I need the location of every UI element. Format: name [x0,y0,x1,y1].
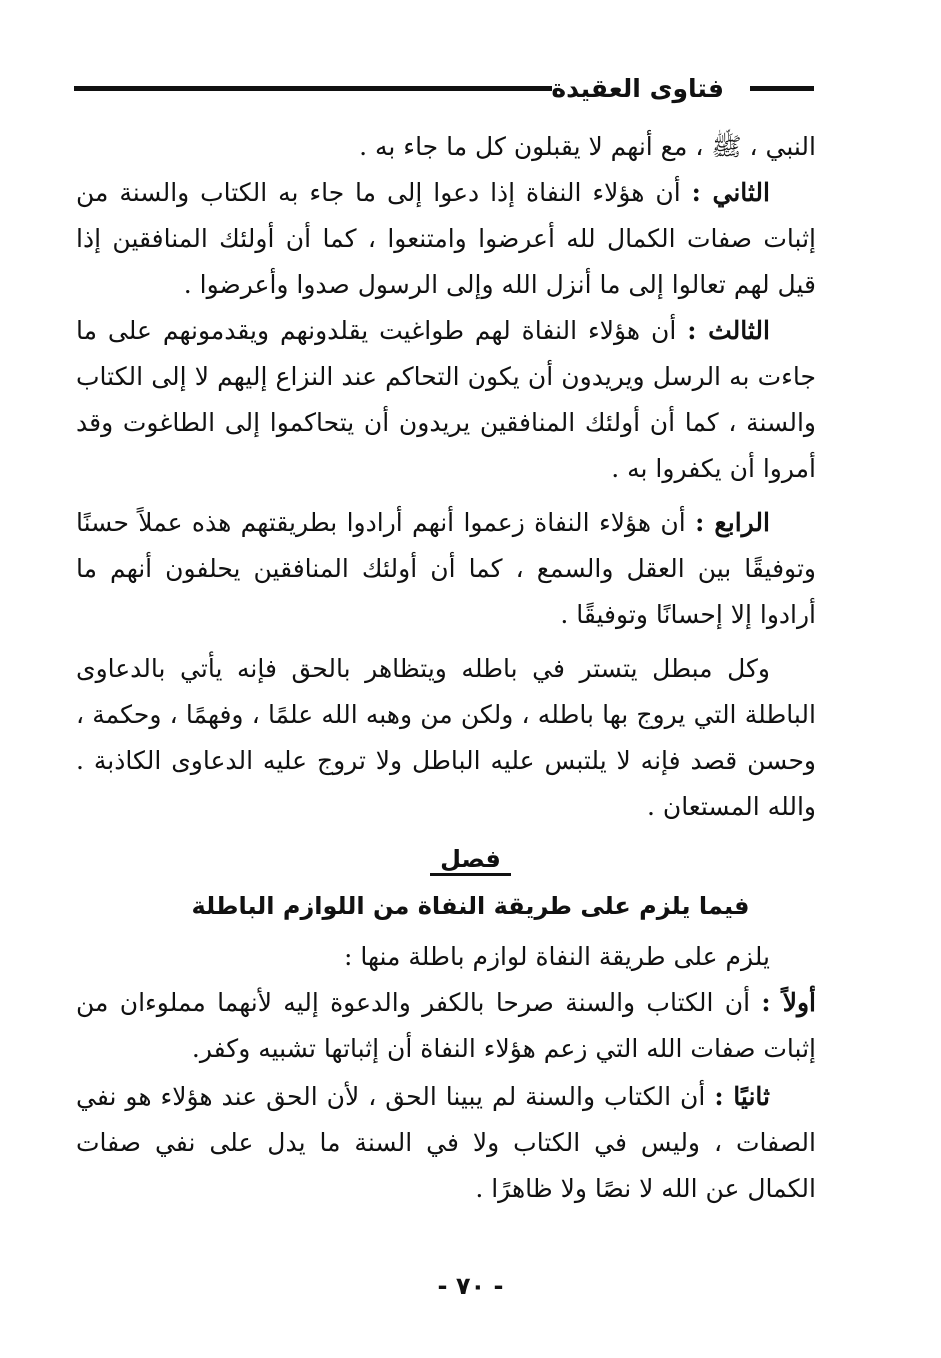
paragraph-text: أن الكتاب والسنة صرحا بالكفر والدعوة إليه لأنهما مملوءان من إثبات صفات الله التي زعم هؤلاء النفاة أن إثباتها تشبيه وكفر. [76,988,816,1063]
paragraph-fourth [76,500,816,638]
paragraph-text: أن هؤلاء النفاة زعموا أنهم أرادوا بطريقتهم هذه عملاً حسنًا وتوفيقًا بين العقل والسمع ، كما أن أولئك المنافقين يحلفون أنهم ما أرادوا إلا إحسانًا وتوفيقًا . [76,508,816,629]
paragraph-lead: ثانيًا : [714,1082,770,1111]
section-word: فصل [430,845,511,876]
header-rule-long [74,86,552,91]
paragraph-third [76,308,816,492]
paragraph-lead: أولاً : [761,988,816,1017]
page-number: - ٧٠ - [437,1272,504,1300]
paragraph-text: وكل مبطل يتستر في باطله ويتظاهر بالحق فإنه يأتي بالدعاوى الباطلة التي يروج بها باطله ، ولكن من وهبه الله علمًا ، وفهمًا ، وحكمة ، وحسن قصد فإنه لا يلتبس عليه الباطل ولا تروج عليه الدعاوى الكاذبة . والله المستعان . [76,654,816,821]
paragraph-text: أن هؤلاء النفاة إذا دعوا إلى ما جاء به الكتاب والسنة من إثبات صفات الكمال لله أعرضوا وامتنعوا ، كما أن أولئك المنافقين إذا قيل لهم تعالوا إلى ما أنزل الله وإلى الرسول صدوا وأعرضوا . [76,178,816,299]
running-header [74,72,814,106]
paragraph-text: أن هؤلاء النفاة لهم طواغيت يقلدونهم ويقدمونهم على ما جاءت به الرسل ويريدون أن يكون التحاكم عند النزاع إليهم لا إلى الكتاب والسنة ، كما أن أولئك المنافقين يريدون أن يتحاكموا إلى الطاغوت وقد أمروا أن يكفروا به . [76,316,816,483]
section-heading [0,842,941,876]
paragraph-continuation [76,124,816,170]
paragraph-text: أن الكتاب والسنة لم يبينا الحق ، لأن الحق عند هؤلاء هو نفي الصفات ، وليس في الكتاب ولا في السنة ما يدل على نفي صفات الكمال عن الله لا نصًا ولا ظاهرًا . [76,1082,816,1203]
paragraph-text: يلزم على طريقة النفاة لوازم باطلة منها : [343,942,770,971]
paragraph-lead: الثاني : [691,178,770,207]
section-title: فيما يلزم على طريقة النفاة من اللوازم الباطلة [191,892,750,920]
header-rule-short [750,86,814,91]
section-paragraph-second [76,1074,816,1212]
header-title: فتاوى العقيدة [551,74,724,103]
paragraph-fifth [76,646,816,830]
section-paragraph-intro [76,934,816,980]
paragraph-text: النبي ، ﷺ ، مع أنهم لا يقبلون كل ما جاء به . [359,132,816,161]
paragraph-lead: الرابع : [695,508,770,537]
paragraph-lead: الثالث : [687,316,770,345]
paragraph-second [76,170,816,308]
section-paragraph-first [76,980,816,1072]
